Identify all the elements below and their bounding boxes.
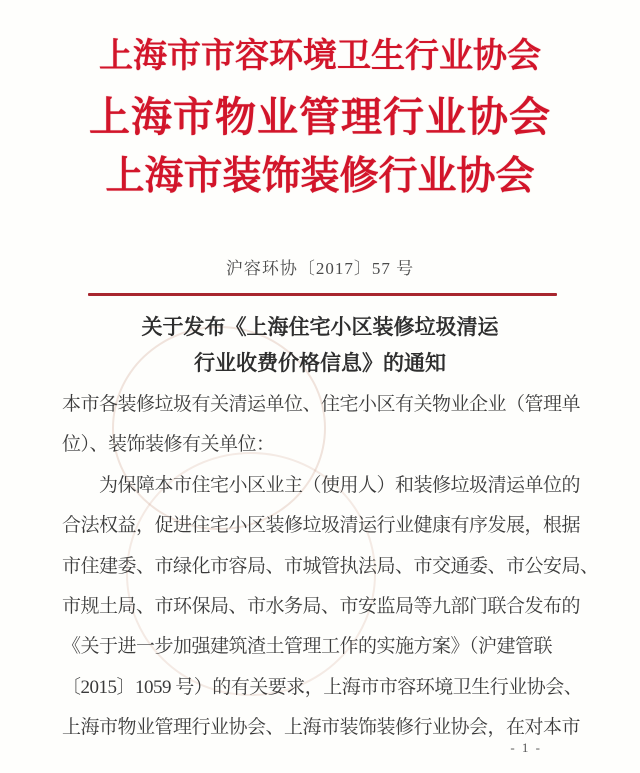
notice-title-line-1: 关于发布《上海住宅小区装修垃圾清运	[141, 315, 499, 339]
body-line: 上海市物业管理行业协会、上海市装饰装修行业协会，在对本市	[62, 717, 581, 739]
notice-title	[0, 309, 640, 381]
notice-title-line-2: 行业收费价格信息》的通知	[194, 351, 446, 375]
body-line: 位）、装饰装修有关单位：	[62, 434, 275, 456]
body-line: 〔2015〕1059 号）的有关要求，上海市市容环境卫生行业协会、	[62, 676, 583, 698]
body-line: 为保障本市住宅小区业主（使用人）和装修垃圾清运单位的	[62, 474, 581, 496]
body-line: 合法权益，促进住宅小区装修垃圾清运行业健康有序发展，根据	[62, 515, 581, 537]
body-line: 《关于进一步加强建筑渣土管理工作的实施方案》（沪建管联	[62, 636, 553, 658]
letterhead-org-line-2: 上海市物业管理行业协会	[89, 94, 551, 140]
body-line: 市规土局、市环保局、市水务局、市安监局等九部门联合发布的	[62, 596, 581, 618]
notice-body	[62, 385, 599, 749]
letterhead-org-line-1: 上海市市容环境卫生行业协会	[99, 38, 541, 75]
document-number: 沪容环协〔2017〕57 号	[225, 259, 415, 278]
letterhead	[0, 0, 640, 207]
red-divider-line	[88, 293, 557, 296]
body-line: 本市各装修垃圾有关清运单位、住宅小区有关物业企业（管理单	[62, 394, 581, 415]
page-number: - 1 -	[510, 740, 542, 755]
letterhead-org-line-3: 上海市装饰装修行业协会	[105, 155, 535, 198]
body-line: 市住建委、市绿化市容局、市城管执法局、市交通委、市公安局、	[62, 555, 599, 577]
